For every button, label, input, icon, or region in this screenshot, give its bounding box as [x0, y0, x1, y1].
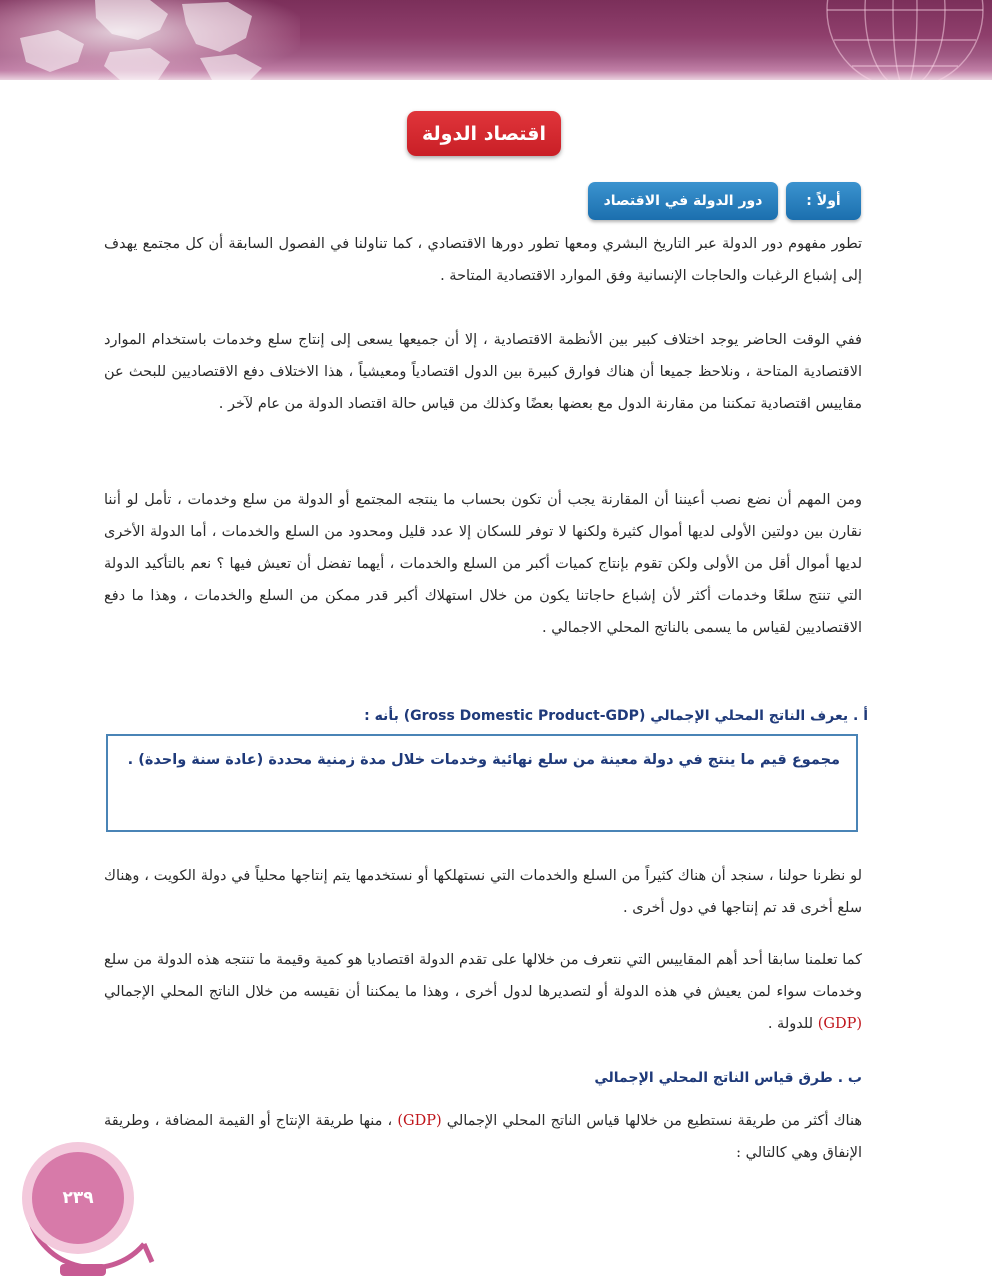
subheading-a: أ . يعرف الناتج المحلي الإجمالي (Gross Domestic Product-GDP) بأنه : — [364, 708, 868, 724]
globe-graphic — [20, 1140, 160, 1276]
world-map-graphic — [0, 0, 992, 80]
paragraph-1: تطور مفهوم دور الدولة عبر التاريخ البشري ومعها تطور دورها الاقتصادي ، كما تناولنا في الفصول السابقة أن كل مجتمع يهدف إلى إشباع الرغبات والحاجات الإنسانية وفق الموارد الاقتصادية المتاحة . — [104, 236, 862, 284]
section-title: دور الدولة في الاقتصاد — [588, 182, 778, 220]
page-number: ٢٣٩ — [62, 1188, 94, 1208]
paragraph-6-end: ، منها طريقة الإنتاج أو القيمة المضافة ، وطريقة الإنفاق وهي كالتالي : — [104, 1113, 862, 1161]
paragraph-2: ففي الوقت الحاضر يوجد اختلاف كبير بين الأنظمة الاقتصادية ، إلا أن جميعها يسعى إلى إنتاج سلع وخدمات باستخدام الموارد الاقتصادية المتاحة ، ونلاحظ جميعا أن هناك فوارق كبيرة بين الدول اقتصادياً ومعيشياً ، هذا الاختلاف دفع الاقتصاديين للبحث عن مقاييس اقتصادية تمكننا من مقارنة الدول مع بعضها بعضًا وكذلك من قياس حالة اقتصاد الدولة من عام لآخر . — [104, 332, 862, 412]
paragraph-5-text: كما تعلمنا سابقا أحد أهم المقاييس التي نتعرف من خلالها على تقدم الدولة اقتصاديا هو كمية وقيمة ما تنتجه هذه الدولة من سلع وخدمات سواء لمن يعيش في هذه الدولة أو لتصديرها لدول أخرى ، وهذا ما يمكننا أن نقيسه من خلال الناتج المحلي الإجمالي — [104, 952, 862, 1000]
gdp-abbreviation-2: (GDP) — [397, 1113, 442, 1129]
paragraph-5-end: للدولة . — [767, 1016, 814, 1032]
page-title: اقتصاد الدولة — [407, 111, 561, 156]
definition-text: مجموع قيم ما ينتج في دولة معينة من سلع نهائية وخدمات خلال مدة زمنية محددة (عادة سنة واحدة) . — [127, 752, 840, 768]
section-label — [588, 182, 861, 220]
subheading-b: ب . طرق قياس الناتج المحلي الإجمالي — [594, 1070, 862, 1086]
definition-box — [106, 734, 858, 832]
gdp-abbreviation: (GDP) — [817, 1016, 862, 1032]
paragraph-6-text: هناك أكثر من طريقة نستطيع من خلالها قياس الناتج المحلي الإجمالي — [446, 1113, 862, 1129]
paragraph-6 — [104, 1105, 862, 1169]
section-number: أولاً : — [786, 182, 861, 220]
paragraph-3: ومن المهم أن نضع نصب أعيننا أن المقارنة يجب أن تكون بحساب ما ينتجه المجتمع أو الدولة من سلع وخدمات ، تأمل لو أننا نقارن بين دولتين الأولى لديها أموال كثيرة ولكنها لا توفر للسكان إلا عدد قليل ومحدود من السلع والخدمات ، أما الدولة الأخرى لديها أموال أقل من الأولى ولكن تقوم بإنتاج كميات أكبر من السلع والخدمات ، أيهما تفضل أن تعيش فيها ؟ نعم بالتأكيد الدولة التي تنتج سلعًا وخدمات أكثر لأن إشباع حاجاتنا يكون من خلال استهلاك أكبر قدر ممكن من السلع والخدمات ، وهذا ما دفع الاقتصاديين لقياس ما يسمى بالناتج المحلي الاجمالي . — [104, 492, 862, 636]
paragraph-4: لو نظرنا حولنا ، سنجد أن هناك كثيراً من السلع والخدمات التي نستهلكها أو نستخدمها يتم إنتاجها محلياً في دولة الكويت ، وهناك سلع أخرى قد تم إنتاجها في دول أخرى . — [104, 868, 862, 916]
header-band — [0, 0, 992, 80]
paragraph-5 — [104, 944, 862, 1040]
